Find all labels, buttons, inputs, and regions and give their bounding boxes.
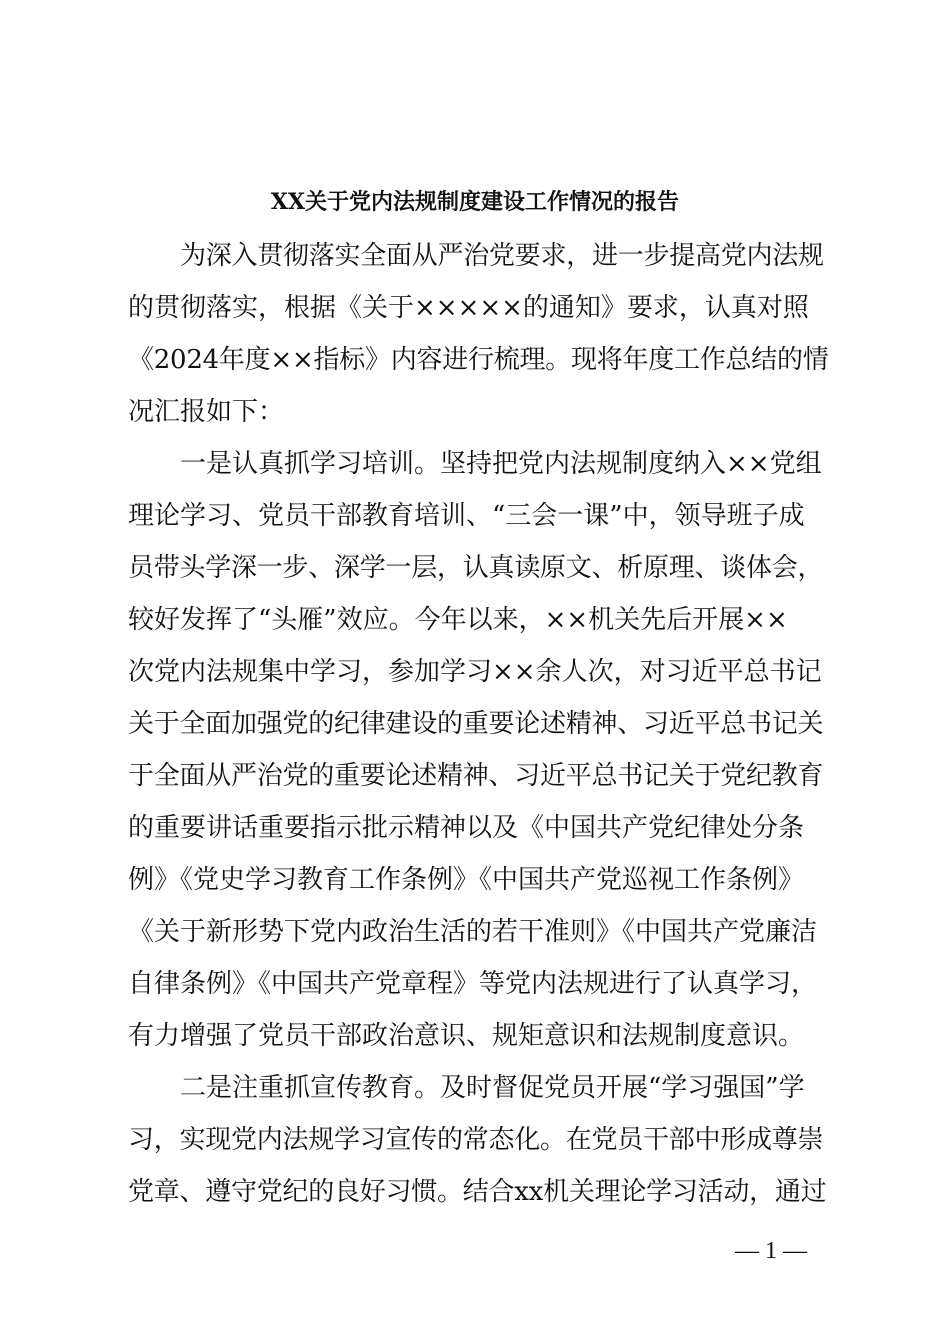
paragraph-3-line-1: 二是注重抓宣传教育。及时督促党员开展“学习强国”学 <box>180 1073 805 1103</box>
paragraph-1-line-3: 《2024年度××指标》内容进行梳理。现将年度工作总结的情 <box>128 345 829 375</box>
paragraph-2-line-3: 员带头学深一步、深学一层，认真读原文、析原理、谈体会， <box>128 553 824 583</box>
paragraph-1-line-2: 的贯彻落实，根据《关于×××××的通知》要求，认真对照 <box>128 293 809 323</box>
document-title: XX关于党内法规制度建设工作情况的报告 <box>270 189 680 215</box>
paragraph-1-line-4: 况汇报如下： <box>128 397 285 427</box>
paragraph-2-line-5: 次党内法规集中学习，参加学习××余人次，对习近平总书记 <box>128 657 822 687</box>
paragraph-2-line-10: 《关于新形势下党内政治生活的若干准则》《中国共产党廉洁 <box>128 917 818 947</box>
paragraph-2-line-8: 的重要讲话重要指示批示精神以及《中国共产党纪律处分条 <box>128 813 805 843</box>
paragraph-2-line-1: 一是认真抓学习培训。坚持把党内法规制度纳入××党组 <box>180 449 822 479</box>
page-number: — 1 — <box>735 1238 807 1264</box>
paragraph-2-line-12: 有力增强了党员干部政治意识、规矩意识和法规制度意识。 <box>128 1021 805 1051</box>
paragraph-2-line-6: 关于全面加强党的纪律建设的重要论述精神、习近平总书记关 <box>128 709 824 739</box>
paragraph-2-line-4: 较好发挥了“头雁”效应。今年以来，××机关先后开展×× <box>128 605 788 635</box>
paragraph-2-line-7: 于全面从严治党的重要论述精神、习近平总书记关于党纪教育 <box>128 761 824 791</box>
paragraph-2-line-9: 例》《党史学习教育工作条例》《中国共产党巡视工作条例》 <box>128 865 805 895</box>
paragraph-2-line-11: 自律条例》《中国共产党章程》等党内法规进行了认真学习， <box>128 969 818 999</box>
paragraph-1-line-1: 为深入贯彻落实全面从严治党要求，进一步提高党内法规 <box>180 241 824 271</box>
paragraph-3-line-2: 习，实现党内法规学习宣传的常态化。在党员干部中形成尊崇 <box>128 1125 824 1155</box>
paragraph-3-line-3: 党章、遵守党纪的良好习惯。结合xx机关理论学习活动，通过 <box>128 1177 827 1207</box>
paragraph-2-line-2: 理论学习、党员干部教育培训、“三会一课”中，领导班子成 <box>128 501 805 531</box>
